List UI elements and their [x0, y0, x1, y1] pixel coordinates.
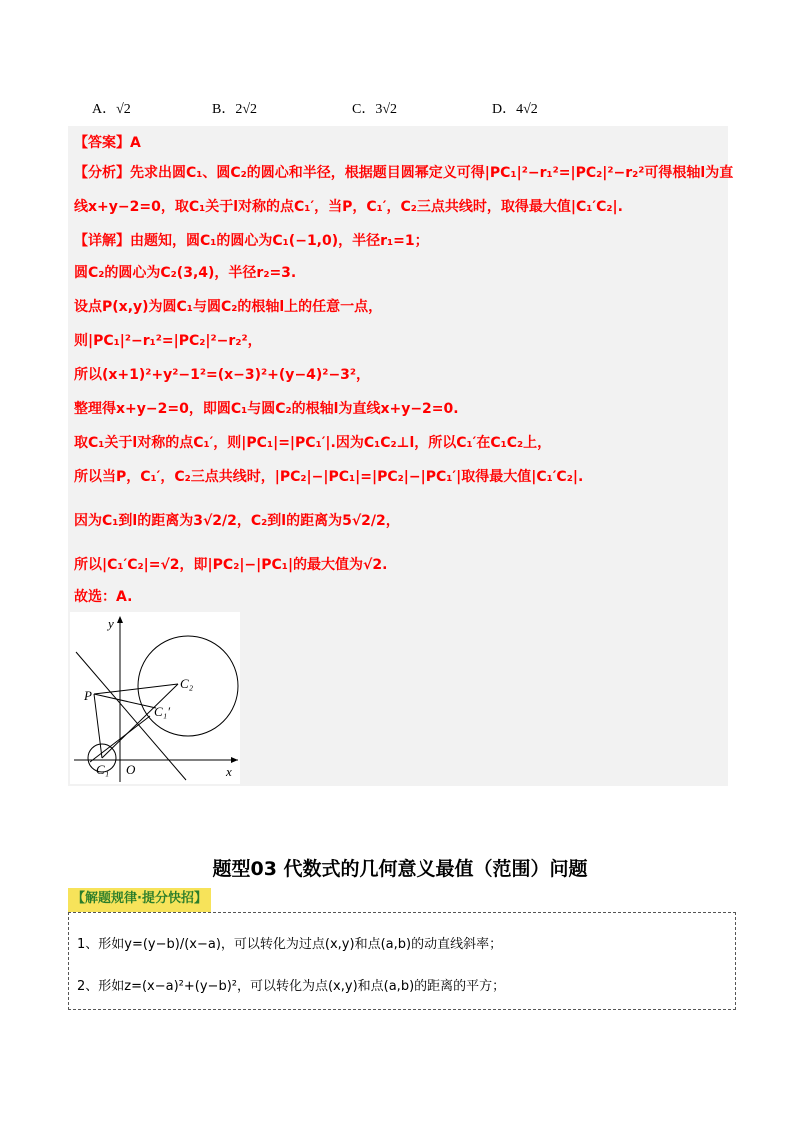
option-b: B．2√2: [212, 102, 258, 117]
y-axis-arrow: [117, 616, 123, 623]
label-y: y: [108, 616, 114, 631]
label-p: P: [84, 688, 92, 703]
tip-1: 1、形如y=(y−b)/(x−a)，可以转化为过点(x,y)和点(a,b)的动直线斜率；: [77, 937, 503, 952]
label-c1: C₁: [96, 762, 110, 777]
geometry-figure: [70, 612, 240, 784]
tips-tag: 【解题规律·提分快招】: [68, 888, 211, 912]
label-o: O: [126, 762, 136, 777]
detail-line-6: 整理得x+y−2=0，即圆C₁与圆C₂的根轴l为直线x+y−2=0.: [74, 401, 459, 417]
answer-options: [92, 98, 712, 122]
detail-line-9: 因为C₁到l的距离为3√2/2，C₂到l的距离为5√2/2，: [74, 513, 400, 529]
detail-line-5: 所以(x+1)²+y²−1²=(x−3)²+(y−4)²−3²，: [74, 367, 371, 383]
tip-2: 2、形如z=(x−a)²+(y−b)²，可以转化为点(x,y)和点(a,b)的距离的平方；: [77, 979, 506, 994]
tips-box: [68, 912, 736, 1010]
detail-line-4: 则|PC₁|²−r₁²=|PC₂|²−r₂²，: [74, 333, 262, 349]
section-title: 题型03 代数式的几何意义最值（范围）问题: [212, 858, 588, 880]
option-a: A．√2: [92, 102, 131, 117]
label-x: x: [226, 764, 232, 779]
label-c1-prime: C₁′: [154, 704, 171, 719]
detail-line-2: 圆C₂的圆心为C₂(3,4)，半径r₂=3.: [74, 265, 297, 281]
detail-line-7: 取C₁关于l对称的点C₁′，则|PC₁|=|PC₁′|.因为C₁C₂⊥l，所以C₁′在C₁C₂上，: [74, 435, 552, 451]
choice-line: 故选：A.: [74, 589, 133, 605]
option-c: C．3√2: [352, 102, 398, 117]
detail-line-3: 设点P(x,y)为圆C₁与圆C₂的根轴l上的任意一点，: [74, 299, 383, 315]
segment-p-c1p: [94, 694, 156, 708]
option-d: D．4√2: [492, 102, 538, 117]
analysis-line-1: 【分析】先求出圆C₁、圆C₂的圆心和半径，根据题目圆幂定义可得|PC₁|²−r₁²=|PC₂|²−r₂²可得根轴l为直: [74, 165, 734, 181]
detail-line-1: 【详解】由题知，圆C₁的圆心为C₁(−1,0)，半径r₁=1；: [74, 233, 429, 249]
answer-line: 【答案】A: [74, 135, 141, 151]
segment-p-c2: [94, 684, 178, 694]
x-axis-arrow: [231, 757, 238, 763]
geometry-svg: [70, 612, 240, 784]
detail-line-8: 所以当P，C₁′，C₂三点共线时，|PC₂|−|PC₁|=|PC₂|−|PC₁′|取得最大值|C₁′C₂|.: [74, 469, 584, 485]
analysis-line-2: 线x+y−2=0，取C₁关于l对称的点C₁′，当P，C₁′，C₂三点共线时，取得最大值|C₁′C₂|.: [74, 199, 623, 215]
detail-line-10: 所以|C₁′C₂|=√2，即|PC₂|−|PC₁|的最大值为√2.: [74, 557, 388, 573]
label-c2: C₂: [180, 676, 194, 691]
segment-p-c1: [94, 694, 102, 758]
